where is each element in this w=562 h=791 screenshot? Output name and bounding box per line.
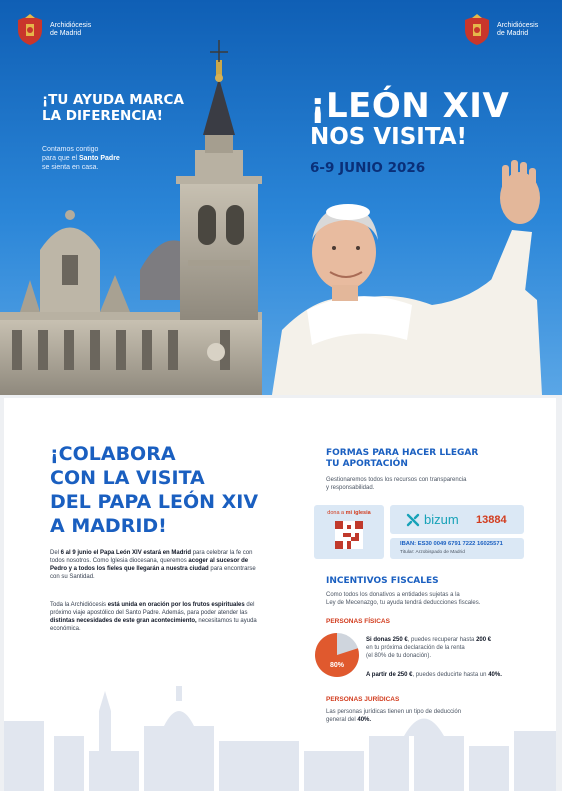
intro-line-1: Contamos contigo bbox=[42, 146, 99, 153]
paragraph-text: Toda la Archidiócesis bbox=[50, 602, 108, 608]
intro-text: para que el bbox=[42, 155, 79, 162]
coat-of-arms-icon bbox=[462, 14, 492, 46]
benefit-strong: 40%. bbox=[488, 672, 502, 678]
deduction-pie-chart bbox=[312, 630, 362, 680]
desc-line: y responsabilidad. bbox=[326, 485, 375, 491]
madrid-skyline-illustration bbox=[4, 681, 556, 791]
aportacion-heading-line-2: TU APORTACIÓN bbox=[326, 459, 408, 469]
incentivos-heading: INCENTIVOS FISCALES bbox=[326, 576, 439, 586]
benefit-text: , puedes recuperar hasta bbox=[407, 637, 477, 643]
bizum-icon bbox=[406, 513, 420, 527]
dona-link: mi iglesia bbox=[345, 510, 371, 516]
paragraph-text: del próximo viaje apostólico del Santo Padre. Además, para poder atender las bbox=[50, 602, 255, 616]
archdiocese-logo bbox=[15, 14, 91, 46]
paragraph-strong: acoger al sucesor de Pedro y a todos los fieles que llegarán a nuestra ciudad bbox=[50, 558, 249, 572]
logo-line-1: Archidiócesis bbox=[50, 22, 92, 29]
desc-text: general del bbox=[326, 717, 358, 723]
desc-line: Las personas jurídicas tienen un tipo de deducción bbox=[326, 709, 462, 715]
hero-section bbox=[0, 0, 562, 395]
hero-headline bbox=[42, 92, 184, 124]
logo-line-2: de Madrid bbox=[497, 30, 529, 37]
incentivos-description bbox=[326, 591, 480, 607]
desc-line: Ley de Mecenazgo, tu ayuda tendrá deducciones fiscales. bbox=[326, 600, 481, 606]
hero-intro bbox=[42, 145, 172, 172]
desc-line: Como todos los donativos a entidades sujetas a la bbox=[326, 592, 460, 598]
desc-line bbox=[326, 716, 461, 724]
personas-fisicas-label: PERSONAS FÍSICAS bbox=[326, 618, 390, 625]
dona-prefix: dona a bbox=[327, 510, 346, 516]
benefit-strong: Si donas 250 € bbox=[366, 637, 408, 643]
intro-highlight: Santo Padre bbox=[78, 155, 120, 162]
bizum-card[interactable] bbox=[390, 505, 524, 534]
benefit-line: (el 80% de tu donación). bbox=[366, 653, 432, 659]
hero-title-line-1: ¡LEÓN XIV bbox=[310, 86, 510, 126]
aportacion-heading bbox=[326, 448, 478, 470]
qr-code-icon bbox=[335, 521, 363, 549]
paragraph-text: para celebrar la fe con todos nosotros. Como Iglesia diocesana, queremos bbox=[50, 550, 253, 564]
benefit-line bbox=[366, 636, 536, 644]
hero-title bbox=[310, 88, 509, 176]
donation-flyer bbox=[4, 398, 556, 791]
personas-juridicas-label: PERSONAS JURÍDICAS bbox=[326, 696, 400, 703]
iban-number: IBAN: ES30 0049 6791 7222 16025571 bbox=[400, 541, 503, 547]
aportacion-description bbox=[326, 476, 466, 492]
iban-card[interactable] bbox=[390, 538, 524, 559]
iban-holder: Titular: Arzobispado de Madrid bbox=[400, 550, 465, 555]
heading-line: ¡COLABORA bbox=[50, 443, 176, 465]
benefit-line: en tu próxima declaración de la renta bbox=[366, 645, 465, 651]
colabora-heading bbox=[50, 442, 258, 538]
event-date: 6-9 JUNIO 2026 bbox=[310, 160, 426, 176]
heading-line: DEL PAPA LEÓN XIV bbox=[50, 491, 259, 513]
benefit-strong: A partir de 250 € bbox=[366, 672, 413, 678]
pie-label: 80% bbox=[329, 662, 345, 669]
aportacion-heading-line-1: FORMAS PARA HACER LLEGAR bbox=[326, 448, 479, 458]
desc-strong: 40%. bbox=[357, 717, 372, 723]
dona-label bbox=[314, 510, 384, 516]
paragraph-text: necesitamos tu ayuda económica. bbox=[50, 618, 257, 632]
logo-line-1: Archidiócesis bbox=[497, 22, 539, 29]
bizum-code: 13884 bbox=[476, 514, 507, 526]
logo-line-2: de Madrid bbox=[50, 30, 82, 37]
paragraph-strong: distintas necesidades de este gran acontecimiento, bbox=[50, 618, 197, 624]
desc-line: Gestionaremos todos los recursos con transparencia bbox=[326, 477, 467, 483]
pope-figure bbox=[262, 0, 562, 395]
benefit-text: , puedes deducirte hasta un bbox=[412, 672, 489, 678]
heading-line: A MADRID! bbox=[50, 515, 167, 537]
qr-donation-card[interactable] bbox=[314, 505, 384, 559]
heading-line: CON LA VISITA bbox=[50, 467, 205, 489]
coat-of-arms-icon bbox=[15, 14, 45, 46]
hero-headline-line-2: LA DIFERENCIA! bbox=[42, 108, 163, 124]
cathedral-illustration bbox=[0, 0, 290, 395]
bizum-label: bizum bbox=[424, 512, 459, 527]
juridicas-description bbox=[326, 708, 461, 724]
hero-headline-line-1: ¡TU AYUDA MARCA bbox=[42, 92, 184, 108]
paragraph-prayer bbox=[50, 601, 262, 633]
archdiocese-logo-right bbox=[462, 14, 538, 46]
intro-line-2 bbox=[42, 154, 172, 163]
fisicas-benefit-2 bbox=[366, 671, 536, 679]
intro-line-3: se sienta en casa. bbox=[42, 164, 99, 171]
hero-title-line-2: NOS VISITA! bbox=[310, 124, 468, 150]
paragraph-strong: está unida en oración por los frutos espirituales bbox=[107, 602, 245, 608]
paragraph-text: para encontrarse con su Santidad. bbox=[50, 566, 256, 580]
benefit-strong: 200 € bbox=[476, 637, 492, 643]
paragraph-visit bbox=[50, 549, 262, 581]
paragraph-text: Del bbox=[50, 550, 61, 556]
paragraph-strong: 6 al 9 junio el Papa León XIV estará en Madrid bbox=[60, 550, 192, 556]
fisicas-benefit-1 bbox=[366, 636, 536, 660]
